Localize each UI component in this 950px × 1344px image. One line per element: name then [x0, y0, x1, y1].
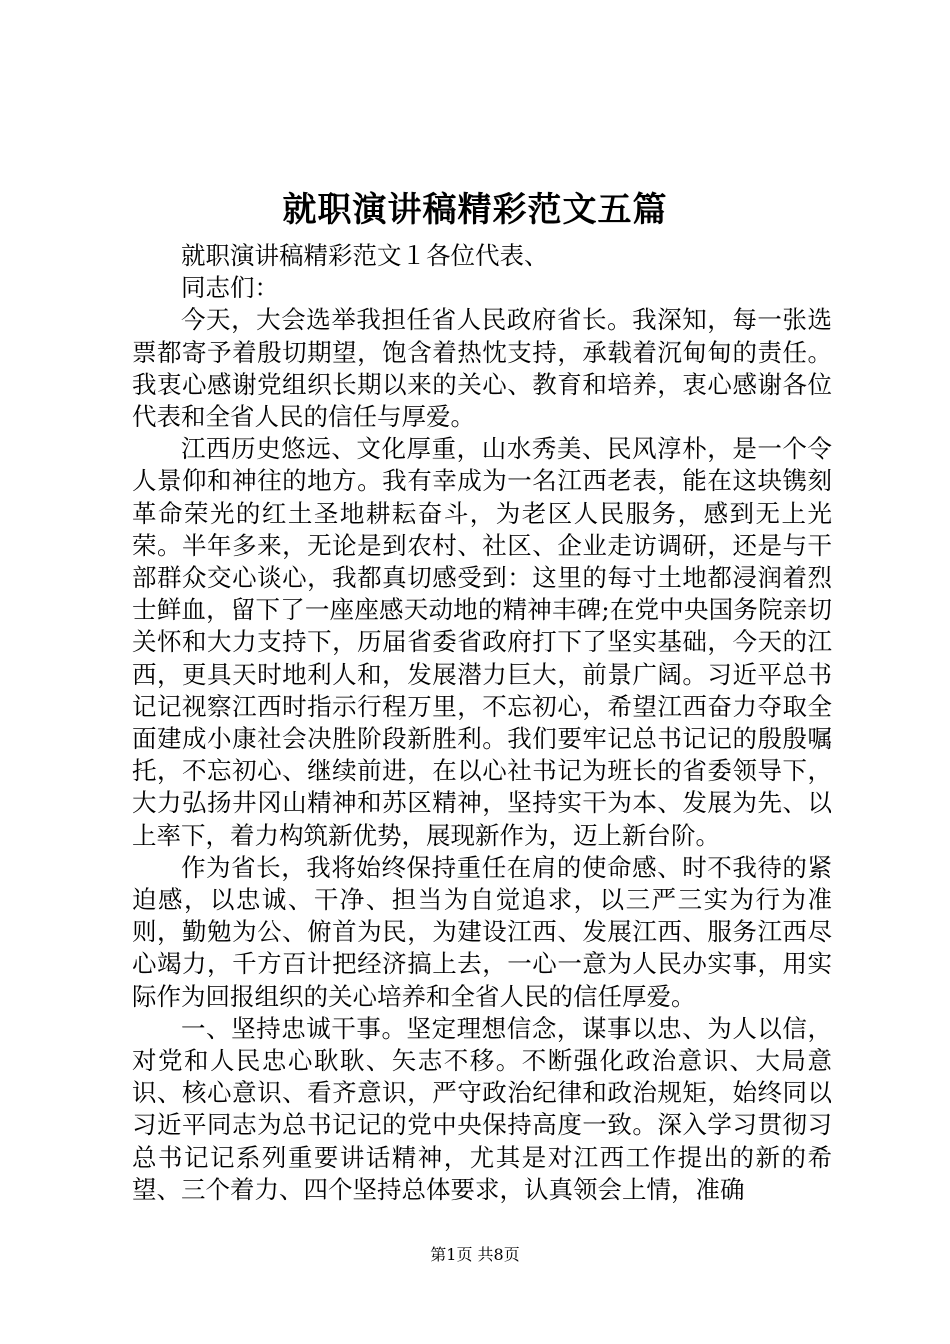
document-body — [132, 240, 832, 1206]
paragraph-salutation: 同志们： — [181, 273, 279, 303]
paragraph-opening: 就职演讲稿精彩范文１各位代表、 — [181, 241, 549, 270]
paragraph-jiangxi: 江西历史悠远、文化厚重，山水秀美、民风淳朴，是一个令人景仰和神往的地方。我有幸成为一名江西老表，能在这块镌刻革命荣光的红土圣地耕耘奋斗，为老区人民服务，感到无上光荣。半年多来，无论是到农村、社区、企业走访调研，还是与干部群众交心谈心，我都真切感受到：这里的每寸土地都浸润着烈士鲜血，留下了一座座感天动地的精神丰碑;在党中央国务院亲切关怀和大力支持下，历届省委省政府打下了坚实基础，今天的江西，更具天时地利人和，发展潜力巨大，前景广阔。习近平总书记记视察江西时指示行程万里，不忘初心，希望江西奋力夺取全面建成小康社会决胜阶段新胜利。我们要牢记总书记记的殷殷嘱托，不忘初心、继续前进，在以心社书记为班长的省委领导下，大力弘扬井冈山精神和苏区精神，坚持实干为本、发展为先、以上率下，着力构筑新优势，展现新作为，迈上新台阶。 — [132, 434, 832, 850]
document-title: 就职演讲稿精彩范文五篇 — [282, 190, 668, 230]
page-footer: 第1页 共8页 — [430, 1245, 520, 1264]
paragraph-governor-role: 作为省长，我将始终保持重任在肩的使命感、时不我待的紧迫感，以忠诚、干净、担当为自觉追求，以三严三实为行为准则，勤勉为公、俯首为民，为建设江西、发展江西、服务江西尽心竭力，千方百计把经济搞上去，一心一意为人民办实事，用实际作为回报组织的关心培养和全省人民的信任厚爱。 — [132, 852, 832, 1011]
paragraph-point-one: 一、坚持忠诚干事。坚定理想信念，谋事以忠、为人以信，对党和人民忠心耿耿、矢志不移。不断强化政治意识、大局意识、核心意识、看齐意识，严守政治纪律和政治规矩，始终同以习近平同志为总书记记的党中央保持高度一致。深入学习贯彻习总书记记系列重要讲话精神，尤其是对江西工作提出的新的希望、三个着力、四个坚持总体要求，认真领会上情，准确 — [132, 1013, 832, 1204]
paragraph-thanks: 今天，大会选举我担任省人民政府省长。我深知，每一张选票都寄予着殷切期望，饱含着热忱支持，承载着沉甸甸的责任。我衷心感谢党组织长期以来的关心、教育和培养，衷心感谢各位代表和全省人民的信任与厚爱。 — [132, 305, 832, 432]
